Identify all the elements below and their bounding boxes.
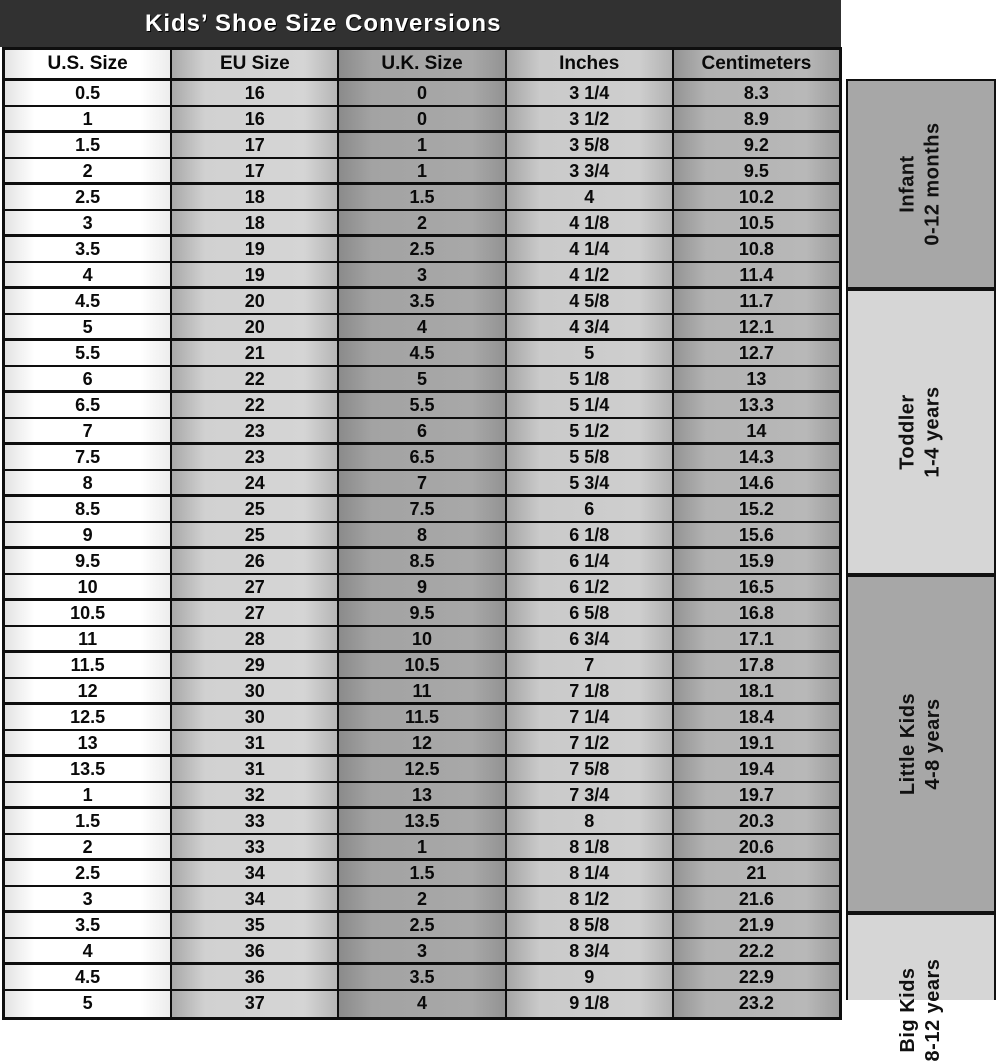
- cell-centimeters: 23.2: [674, 991, 839, 1017]
- cell-inches: 6 5/8: [507, 601, 674, 625]
- cell-us-size: 10.5: [5, 601, 172, 625]
- cell-centimeters: 13: [674, 367, 839, 390]
- cell-uk-size: 13: [339, 783, 506, 806]
- cell-eu-size: 27: [172, 601, 339, 625]
- cell-eu-size: 25: [172, 497, 339, 521]
- cell-uk-size: 13.5: [339, 809, 506, 833]
- cell-eu-size: 20: [172, 315, 339, 338]
- cell-centimeters: 19.1: [674, 731, 839, 754]
- column-header-eu-size: EU Size: [172, 50, 339, 78]
- cell-us-size: 8: [5, 471, 172, 494]
- cell-us-size: 2.5: [5, 861, 172, 885]
- table-row: [5, 965, 839, 991]
- cell-uk-size: 0: [339, 81, 506, 105]
- cell-eu-size: 31: [172, 757, 339, 781]
- cell-centimeters: 19.4: [674, 757, 839, 781]
- table-row: [5, 393, 839, 419]
- cell-uk-size: 2.5: [339, 913, 506, 937]
- cell-inches: 4 1/8: [507, 211, 674, 234]
- cell-inches: 8 1/8: [507, 835, 674, 858]
- cell-eu-size: 24: [172, 471, 339, 494]
- cell-us-size: 1.5: [5, 809, 172, 833]
- cell-inches: 8 3/4: [507, 939, 674, 962]
- cell-us-size: 4: [5, 263, 172, 286]
- cell-eu-size: 34: [172, 861, 339, 885]
- table-row: [5, 237, 839, 263]
- table-row: [5, 861, 839, 887]
- cell-centimeters: 11.7: [674, 289, 839, 313]
- cell-us-size: 5: [5, 991, 172, 1017]
- table-row: [5, 679, 839, 705]
- cell-centimeters: 8.9: [674, 107, 839, 130]
- cell-uk-size: 10: [339, 627, 506, 650]
- cell-inches: 7 1/8: [507, 679, 674, 702]
- column-header-inches: Inches: [507, 50, 674, 78]
- table-row: [5, 107, 839, 133]
- cell-inches: 7 5/8: [507, 757, 674, 781]
- age-group-little-kids: [846, 575, 996, 913]
- table-row: [5, 263, 839, 289]
- table-row: [5, 887, 839, 913]
- table-row: [5, 523, 839, 549]
- column-header-us-size: U.S. Size: [5, 50, 172, 78]
- cell-us-size: 7: [5, 419, 172, 442]
- cell-us-size: 1.5: [5, 133, 172, 157]
- cell-centimeters: 14: [674, 419, 839, 442]
- table-row: [5, 81, 839, 107]
- cell-us-size: 13: [5, 731, 172, 754]
- cell-us-size: 9.5: [5, 549, 172, 573]
- title-band: [0, 0, 841, 47]
- cell-centimeters: 18.4: [674, 705, 839, 729]
- column-header-centimeters: Centimeters: [674, 50, 839, 78]
- cell-uk-size: 1.5: [339, 185, 506, 209]
- cell-centimeters: 15.2: [674, 497, 839, 521]
- cell-uk-size: 8.5: [339, 549, 506, 573]
- cell-centimeters: 12.7: [674, 341, 839, 365]
- cell-uk-size: 6.5: [339, 445, 506, 469]
- cell-inches: 6 3/4: [507, 627, 674, 650]
- table-row: [5, 835, 839, 861]
- column-header-uk-size: U.K. Size: [339, 50, 506, 78]
- table-row: [5, 211, 839, 237]
- cell-eu-size: 30: [172, 679, 339, 702]
- cell-centimeters: 20.6: [674, 835, 839, 858]
- cell-inches: 5 5/8: [507, 445, 674, 469]
- cell-inches: 4 1/2: [507, 263, 674, 286]
- cell-uk-size: 3: [339, 939, 506, 962]
- cell-inches: 8: [507, 809, 674, 833]
- cell-centimeters: 11.4: [674, 263, 839, 286]
- cell-inches: 6 1/8: [507, 523, 674, 546]
- cell-centimeters: 16.5: [674, 575, 839, 598]
- cell-us-size: 4.5: [5, 289, 172, 313]
- cell-uk-size: 1: [339, 835, 506, 858]
- cell-eu-size: 20: [172, 289, 339, 313]
- cell-us-size: 3.5: [5, 913, 172, 937]
- cell-inches: 7 3/4: [507, 783, 674, 806]
- cell-centimeters: 13.3: [674, 393, 839, 417]
- cell-eu-size: 17: [172, 133, 339, 157]
- cell-us-size: 2.5: [5, 185, 172, 209]
- cell-inches: 6 1/2: [507, 575, 674, 598]
- cell-uk-size: 9: [339, 575, 506, 598]
- age-group-infant-label: Infant 0-12 months: [897, 122, 944, 246]
- cell-uk-size: 8: [339, 523, 506, 546]
- cell-centimeters: 10.8: [674, 237, 839, 261]
- table-row: [5, 627, 839, 653]
- cell-eu-size: 16: [172, 107, 339, 130]
- cell-eu-size: 33: [172, 809, 339, 833]
- cell-centimeters: 19.7: [674, 783, 839, 806]
- cell-uk-size: 5.5: [339, 393, 506, 417]
- cell-eu-size: 25: [172, 523, 339, 546]
- cell-eu-size: 23: [172, 419, 339, 442]
- table-row: [5, 783, 839, 809]
- cell-eu-size: 23: [172, 445, 339, 469]
- age-group-big-kids-label: Big Kids 8-12 years: [897, 958, 944, 1061]
- cell-inches: 5 1/4: [507, 393, 674, 417]
- cell-inches: 3 3/4: [507, 159, 674, 182]
- cell-centimeters: 10.2: [674, 185, 839, 209]
- cell-centimeters: 20.3: [674, 809, 839, 833]
- table-row: [5, 159, 839, 185]
- cell-eu-size: 31: [172, 731, 339, 754]
- cell-inches: 4 3/4: [507, 315, 674, 338]
- table-row: [5, 809, 839, 835]
- page-title: Kids’ Shoe Size Conversions: [145, 9, 502, 37]
- cell-eu-size: 21: [172, 341, 339, 365]
- cell-centimeters: 15.6: [674, 523, 839, 546]
- cell-centimeters: 15.9: [674, 549, 839, 573]
- cell-uk-size: 3.5: [339, 965, 506, 989]
- cell-inches: 5 3/4: [507, 471, 674, 494]
- cell-us-size: 10: [5, 575, 172, 598]
- table-row: [5, 913, 839, 939]
- cell-us-size: 5.5: [5, 341, 172, 365]
- table-row: [5, 705, 839, 731]
- cell-uk-size: 10.5: [339, 653, 506, 677]
- cell-eu-size: 19: [172, 237, 339, 261]
- table-row: [5, 757, 839, 783]
- cell-inches: 8 1/4: [507, 861, 674, 885]
- cell-us-size: 11.5: [5, 653, 172, 677]
- cell-uk-size: 1.5: [339, 861, 506, 885]
- cell-uk-size: 12: [339, 731, 506, 754]
- cell-inches: 9: [507, 965, 674, 989]
- table-row: [5, 185, 839, 211]
- cell-us-size: 13.5: [5, 757, 172, 781]
- cell-uk-size: 7.5: [339, 497, 506, 521]
- cell-inches: 4: [507, 185, 674, 209]
- table-row: [5, 419, 839, 445]
- cell-inches: 9 1/8: [507, 991, 674, 1017]
- cell-eu-size: 36: [172, 965, 339, 989]
- table-body: [5, 81, 839, 1017]
- cell-inches: 3 5/8: [507, 133, 674, 157]
- table-row: [5, 133, 839, 159]
- table-row: [5, 341, 839, 367]
- cell-eu-size: 37: [172, 991, 339, 1017]
- cell-us-size: 4.5: [5, 965, 172, 989]
- cell-us-size: 1: [5, 783, 172, 806]
- age-group-toddler: [846, 289, 996, 575]
- table-row: [5, 289, 839, 315]
- cell-eu-size: 22: [172, 367, 339, 390]
- cell-centimeters: 17.8: [674, 653, 839, 677]
- table-row: [5, 367, 839, 393]
- cell-eu-size: 28: [172, 627, 339, 650]
- cell-uk-size: 6: [339, 419, 506, 442]
- cell-eu-size: 32: [172, 783, 339, 806]
- age-group-toddler-label: Toddler 1-4 years: [897, 386, 944, 478]
- cell-uk-size: 5: [339, 367, 506, 390]
- cell-centimeters: 9.2: [674, 133, 839, 157]
- table-row: [5, 991, 839, 1017]
- cell-centimeters: 16.8: [674, 601, 839, 625]
- cell-us-size: 0.5: [5, 81, 172, 105]
- cell-centimeters: 22.2: [674, 939, 839, 962]
- cell-eu-size: 18: [172, 185, 339, 209]
- cell-inches: 6 1/4: [507, 549, 674, 573]
- cell-us-size: 11: [5, 627, 172, 650]
- cell-uk-size: 4: [339, 315, 506, 338]
- cell-inches: 4 1/4: [507, 237, 674, 261]
- cell-inches: 6: [507, 497, 674, 521]
- cell-eu-size: 33: [172, 835, 339, 858]
- cell-us-size: 12: [5, 679, 172, 702]
- table-row: [5, 549, 839, 575]
- cell-uk-size: 12.5: [339, 757, 506, 781]
- cell-centimeters: 10.5: [674, 211, 839, 234]
- cell-centimeters: 17.1: [674, 627, 839, 650]
- cell-uk-size: 2: [339, 211, 506, 234]
- cell-uk-size: 1: [339, 159, 506, 182]
- cell-inches: 7 1/2: [507, 731, 674, 754]
- table-row: [5, 939, 839, 965]
- cell-eu-size: 17: [172, 159, 339, 182]
- cell-us-size: 4: [5, 939, 172, 962]
- cell-centimeters: 14.3: [674, 445, 839, 469]
- cell-eu-size: 36: [172, 939, 339, 962]
- cell-inches: 8 1/2: [507, 887, 674, 910]
- cell-eu-size: 19: [172, 263, 339, 286]
- cell-centimeters: 12.1: [674, 315, 839, 338]
- cell-centimeters: 21.9: [674, 913, 839, 937]
- cell-centimeters: 21.6: [674, 887, 839, 910]
- cell-us-size: 6: [5, 367, 172, 390]
- cell-us-size: 2: [5, 835, 172, 858]
- cell-inches: 3 1/2: [507, 107, 674, 130]
- cell-us-size: 1: [5, 107, 172, 130]
- cell-eu-size: 34: [172, 887, 339, 910]
- cell-us-size: 7.5: [5, 445, 172, 469]
- cell-inches: 5: [507, 341, 674, 365]
- cell-us-size: 9: [5, 523, 172, 546]
- cell-centimeters: 9.5: [674, 159, 839, 182]
- cell-us-size: 6.5: [5, 393, 172, 417]
- age-group-little-kids-label: Little Kids 4-8 years: [896, 692, 944, 796]
- cell-us-size: 12.5: [5, 705, 172, 729]
- cell-centimeters: 14.6: [674, 471, 839, 494]
- cell-uk-size: 1: [339, 133, 506, 157]
- cell-inches: 4 5/8: [507, 289, 674, 313]
- cell-inches: 5 1/2: [507, 419, 674, 442]
- cell-us-size: 3: [5, 887, 172, 910]
- cell-eu-size: 29: [172, 653, 339, 677]
- cell-uk-size: 2: [339, 887, 506, 910]
- cell-uk-size: 3: [339, 263, 506, 286]
- table-header-row: [5, 50, 839, 81]
- conversion-table: [2, 47, 842, 1020]
- cell-uk-size: 4: [339, 991, 506, 1017]
- cell-eu-size: 35: [172, 913, 339, 937]
- cell-inches: 5 1/8: [507, 367, 674, 390]
- cell-eu-size: 22: [172, 393, 339, 417]
- table-row: [5, 497, 839, 523]
- cell-eu-size: 30: [172, 705, 339, 729]
- cell-eu-size: 26: [172, 549, 339, 573]
- table-row: [5, 315, 839, 341]
- cell-us-size: 2: [5, 159, 172, 182]
- cell-us-size: 5: [5, 315, 172, 338]
- cell-centimeters: 21: [674, 861, 839, 885]
- cell-inches: 8 5/8: [507, 913, 674, 937]
- cell-us-size: 8.5: [5, 497, 172, 521]
- cell-us-size: 3: [5, 211, 172, 234]
- table-row: [5, 445, 839, 471]
- age-group-big-kids: [846, 913, 996, 1061]
- cell-eu-size: 27: [172, 575, 339, 598]
- table-row: [5, 731, 839, 757]
- cell-eu-size: 18: [172, 211, 339, 234]
- cell-us-size: 3.5: [5, 237, 172, 261]
- cell-uk-size: 9.5: [339, 601, 506, 625]
- cell-uk-size: 11: [339, 679, 506, 702]
- table-row: [5, 653, 839, 679]
- table-row: [5, 601, 839, 627]
- table-row: [5, 575, 839, 601]
- cell-uk-size: 4.5: [339, 341, 506, 365]
- cell-centimeters: 8.3: [674, 81, 839, 105]
- cell-inches: 7 1/4: [507, 705, 674, 729]
- cell-uk-size: 7: [339, 471, 506, 494]
- cell-uk-size: 11.5: [339, 705, 506, 729]
- cell-centimeters: 22.9: [674, 965, 839, 989]
- cell-inches: 3 1/4: [507, 81, 674, 105]
- table-row: [5, 471, 839, 497]
- age-group-infant: [846, 79, 996, 289]
- cell-uk-size: 0: [339, 107, 506, 130]
- cell-uk-size: 2.5: [339, 237, 506, 261]
- cell-centimeters: 18.1: [674, 679, 839, 702]
- cell-uk-size: 3.5: [339, 289, 506, 313]
- cell-eu-size: 16: [172, 81, 339, 105]
- cell-inches: 7: [507, 653, 674, 677]
